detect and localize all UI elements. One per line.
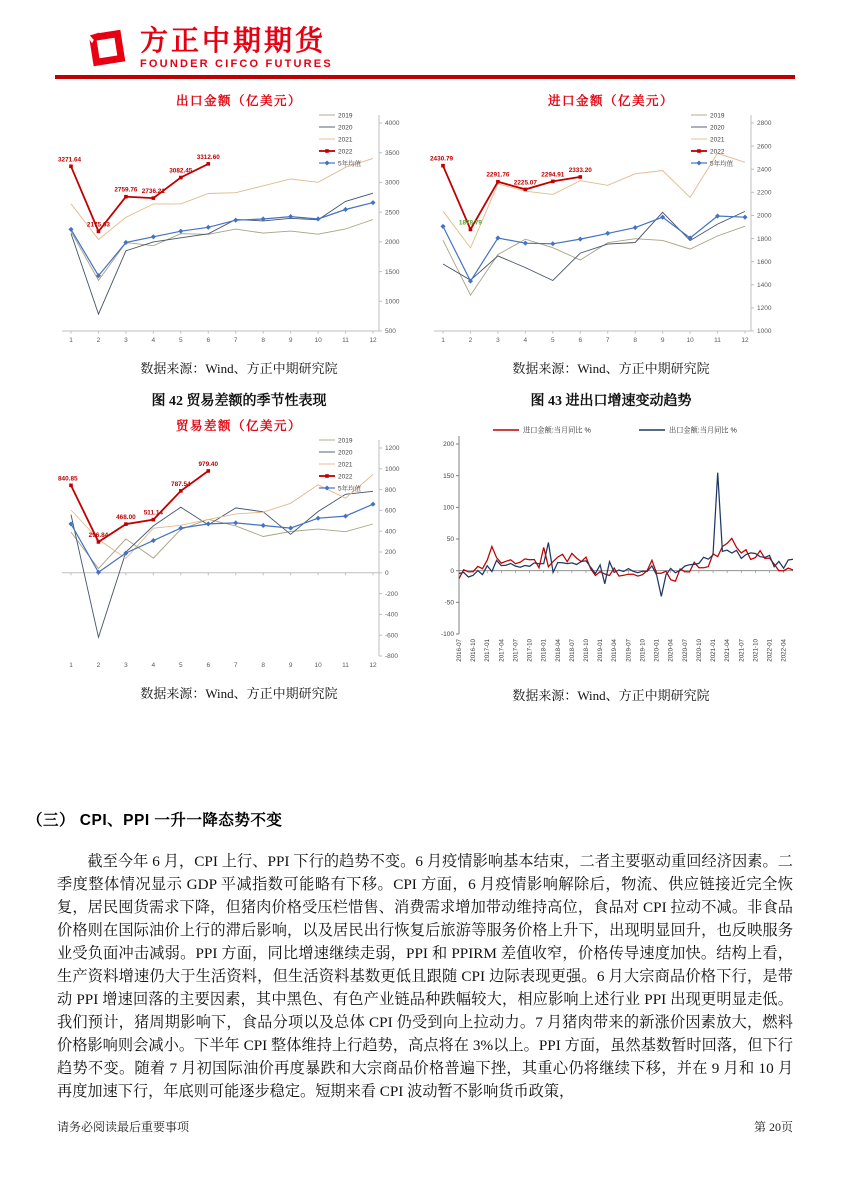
svg-text:1: 1 [69,337,73,344]
charts-row-1 [57,91,793,377]
figure-trade-balance [57,416,421,704]
import-export-yoy-chart [429,420,801,682]
svg-text:2019: 2019 [710,112,725,120]
svg-text:6: 6 [206,662,211,669]
body-paragraph: 截至今年 6 月，CPI 上行、PPI 下行的趋势不变。6 月疫情影响基本结束，二者主要驱动重回经济因素。二季度整体情况显示 GDP 平减指数可能略有下移。CPI 方面，6 月疫情影响解除后，物流、供应链接近完全恢复，居民囤货需求下降，但猪肉价格受压栏惜售、消费需求增加带动维持高位，食品对 CPI 拉动不减。非食品价格则在国际油价上行的滞后影响，以及居民出行恢复后旅游等服务价格上升下，出现明显回升，也反映服务业受负面冲击减弱。PPI 方面，同比增速继续走弱，PPI 和 PPIRM 差值收窄，价格传导速度加快。结构上看，生产资料增速仍大于生活资料，但生活资料基数更低且跟随 CPI 边际表现更强。6 月大宗商品价格下行，是带动 PPI 增速回落的主要因素，其中黑色、有色产业链品种跌幅较大，相应影响上述行业 PPI 出现更明显走低。我们预计，猪周期影响下，食品分项以及总体 CPI 仍受到向上拉动力。7 月猪肉带来的新涨价因素放大，燃料价格影响则会减小。下半年 CPI 整体维持上行趋势，高点将在 3%以上。PPI 方面，虽然基数暂时回落，但下行趋势不变。随着 7 月初国际油价再度暴跌和大宗商品价格普遍下挫，其重心仍将继续下移，并在 9 月和 10 月再度加速下行，年底则可能逐步稳定。短期来看 CPI 波动暂不影响货币政策， [57,853,793,1100]
data-source-caption: 数据来源：Wind、方正中期研究院 [140,686,338,701]
svg-text:2022: 2022 [338,473,353,481]
svg-text:3: 3 [496,337,500,344]
svg-text:2016-10: 2016-10 [470,639,478,662]
svg-text:11: 11 [714,337,721,344]
svg-text:5: 5 [551,337,555,344]
svg-text:2022: 2022 [338,148,353,156]
svg-text:2022-01: 2022-01 [766,639,774,662]
export-chart-title: 出口金额（亿美元） [175,94,302,108]
svg-text:2017-10: 2017-10 [526,639,534,662]
svg-text:2018-07: 2018-07 [568,639,576,662]
data-source-caption: 数据来源：Wind、方正中期研究院 [512,361,710,376]
svg-text:2021-01: 2021-01 [710,639,718,662]
svg-text:2200: 2200 [757,189,772,197]
svg-text:12: 12 [741,337,749,344]
svg-text:5: 5 [179,662,183,669]
svg-text:出口金额:当月同比 %: 出口金额:当月同比 % [669,425,737,435]
svg-text:9: 9 [288,662,293,669]
svg-text:6: 6 [578,337,583,344]
svg-text:10: 10 [314,662,322,669]
svg-text:3: 3 [124,337,128,344]
figure-import-amount [429,91,793,377]
svg-text:3271.64: 3271.64 [58,156,82,164]
svg-text:8: 8 [261,337,265,344]
svg-text:2020: 2020 [710,124,725,132]
svg-text:2021: 2021 [338,461,353,469]
svg-text:0: 0 [450,567,454,575]
svg-text:2736.21: 2736.21 [141,188,165,196]
figure-43-caption: 图 43 进出口增速变动趋势 [530,394,692,409]
svg-text:2022-04: 2022-04 [780,639,788,662]
footer-disclaimer: 请务必阅读最后重要事项 [57,1120,190,1134]
svg-text:2000: 2000 [757,212,772,220]
svg-text:1878.79: 1878.79 [458,219,483,227]
svg-text:6: 6 [206,337,211,344]
svg-text:2000: 2000 [385,239,400,247]
figure-trade-growth [429,420,793,704]
charts-row-2 [57,416,793,704]
svg-text:2500: 2500 [385,209,400,217]
svg-text:2: 2 [96,662,101,669]
svg-text:12: 12 [369,337,377,344]
svg-text:2225.07: 2225.07 [513,179,537,187]
svg-text:-50: -50 [444,599,454,607]
figure-42-caption: 图 42 贸易差额的季节性表现 [151,394,327,409]
svg-text:2430.79: 2430.79 [430,155,454,163]
svg-text:2019-01: 2019-01 [597,639,605,662]
svg-text:2020: 2020 [338,449,353,457]
svg-text:200: 200 [443,441,454,449]
charts-section [57,91,793,704]
svg-text:-400: -400 [385,611,399,619]
svg-text:2019: 2019 [338,112,353,120]
svg-text:1800: 1800 [757,235,772,243]
svg-text:2017-07: 2017-07 [512,639,520,662]
svg-text:200: 200 [385,549,396,557]
svg-text:1500: 1500 [385,268,400,276]
svg-text:4: 4 [151,662,156,669]
svg-text:468.00: 468.00 [116,514,136,522]
svg-text:2294.91: 2294.91 [541,171,565,179]
svg-text:100: 100 [443,504,454,512]
svg-text:3082.45: 3082.45 [169,167,193,175]
svg-text:2020-07: 2020-07 [681,639,689,662]
svg-text:2019-10: 2019-10 [639,639,647,662]
logo-chinese-name: 方正中期期货 [140,25,327,56]
svg-text:787.54: 787.54 [171,480,191,488]
svg-text:800: 800 [385,486,396,494]
svg-text:7: 7 [605,337,610,344]
svg-text:1000: 1000 [757,328,772,336]
svg-text:2021-04: 2021-04 [724,639,732,662]
svg-text:296.84: 296.84 [88,531,109,539]
svg-text:2020-10: 2020-10 [695,639,703,662]
svg-text:2333.20: 2333.20 [568,166,592,174]
import-chart-title: 进口金额（亿美元） [547,94,674,108]
svg-text:2021-07: 2021-07 [738,639,746,662]
founder-cube-logo-icon [84,26,130,70]
svg-text:1200: 1200 [385,445,400,453]
svg-text:-600: -600 [385,632,399,640]
figure-captions-row [57,377,793,410]
svg-text:9: 9 [288,337,293,344]
svg-text:4000: 4000 [385,120,400,128]
svg-text:5年均值: 5年均值 [338,160,362,168]
svg-text:2016-07: 2016-07 [456,639,463,662]
svg-text:2800: 2800 [757,120,772,128]
logo-text [140,27,333,70]
svg-text:1200: 1200 [757,305,772,313]
svg-text:1: 1 [441,337,445,344]
svg-text:2017-04: 2017-04 [498,639,506,662]
svg-text:2: 2 [468,337,473,344]
svg-text:10: 10 [314,337,322,344]
svg-text:2018-04: 2018-04 [554,639,562,662]
svg-text:2021: 2021 [710,136,725,144]
svg-text:2018-10: 2018-10 [583,639,591,662]
svg-text:3000: 3000 [385,179,400,187]
svg-text:2600: 2600 [757,143,772,151]
svg-text:2020-01: 2020-01 [653,639,661,662]
svg-text:1000: 1000 [385,298,400,306]
page-header [0,26,850,79]
svg-text:5年均值: 5年均值 [338,485,362,493]
svg-text:7: 7 [233,337,238,344]
svg-text:0: 0 [385,570,389,577]
svg-text:1: 1 [69,662,73,669]
svg-text:10: 10 [686,337,694,344]
svg-text:5: 5 [179,337,183,344]
svg-text:-100: -100 [440,631,454,639]
svg-text:2175.63: 2175.63 [86,221,111,229]
section-heading-cpi-ppi: （三） CPI、PPI 一升一降态势不变 [27,812,283,829]
svg-text:400: 400 [385,528,396,536]
svg-text:2: 2 [96,337,101,344]
trade-balance-seasonal-chart [57,432,421,680]
company-logo [84,26,850,70]
svg-text:8: 8 [261,662,265,669]
svg-text:3: 3 [124,662,128,669]
svg-text:840.85: 840.85 [58,475,78,483]
svg-text:11: 11 [342,662,349,669]
svg-text:979.40: 979.40 [198,460,219,468]
svg-text:2020-04: 2020-04 [667,639,675,662]
svg-text:5年均值: 5年均值 [710,160,734,168]
svg-text:2019-04: 2019-04 [611,639,619,662]
svg-text:2400: 2400 [757,166,772,174]
export-seasonal-chart [57,107,421,355]
svg-text:150: 150 [443,472,454,480]
svg-text:7: 7 [233,662,238,669]
svg-text:3500: 3500 [385,149,400,157]
figure-export-amount [57,91,421,377]
svg-text:2291.76: 2291.76 [486,171,510,179]
svg-text:3312.60: 3312.60 [196,153,220,161]
svg-text:2019: 2019 [338,437,353,445]
svg-text:500: 500 [385,328,396,336]
svg-text:511.14: 511.14 [143,509,163,517]
svg-text:-800: -800 [385,653,399,661]
svg-text:1400: 1400 [757,281,772,289]
svg-text:1600: 1600 [757,258,772,266]
logo-english-name: FOUNDER CIFCO FUTURES [140,58,333,70]
svg-text:4: 4 [523,337,528,344]
svg-text:600: 600 [385,507,396,515]
svg-text:1000: 1000 [385,466,400,473]
svg-text:12: 12 [369,662,377,669]
svg-text:9: 9 [660,337,665,344]
svg-text:11: 11 [342,337,349,344]
svg-text:4: 4 [151,337,156,344]
svg-text:2021: 2021 [338,136,353,144]
data-source-caption: 数据来源：Wind、方正中期研究院 [512,688,710,703]
page-footer [57,1118,793,1135]
svg-text:50: 50 [446,536,454,544]
svg-text:2018-01: 2018-01 [540,639,548,662]
svg-text:2759.76: 2759.76 [114,186,138,194]
svg-text:2019-07: 2019-07 [625,639,633,662]
svg-text:进口金额:当月同比 %: 进口金额:当月同比 % [523,425,591,435]
data-source-caption: 数据来源：Wind、方正中期研究院 [140,361,338,376]
svg-text:2021-10: 2021-10 [752,639,760,662]
import-seasonal-chart [429,107,793,355]
header-divider-rule [55,75,795,79]
svg-text:2022: 2022 [710,148,725,156]
trade-balance-chart-title: 贸易差额（亿美元） [175,419,302,433]
svg-text:-200: -200 [385,590,399,598]
svg-text:2017-01: 2017-01 [484,639,492,662]
svg-text:8: 8 [633,337,637,344]
page-number: 第 20页 [753,1120,793,1134]
svg-text:2020: 2020 [338,124,353,132]
